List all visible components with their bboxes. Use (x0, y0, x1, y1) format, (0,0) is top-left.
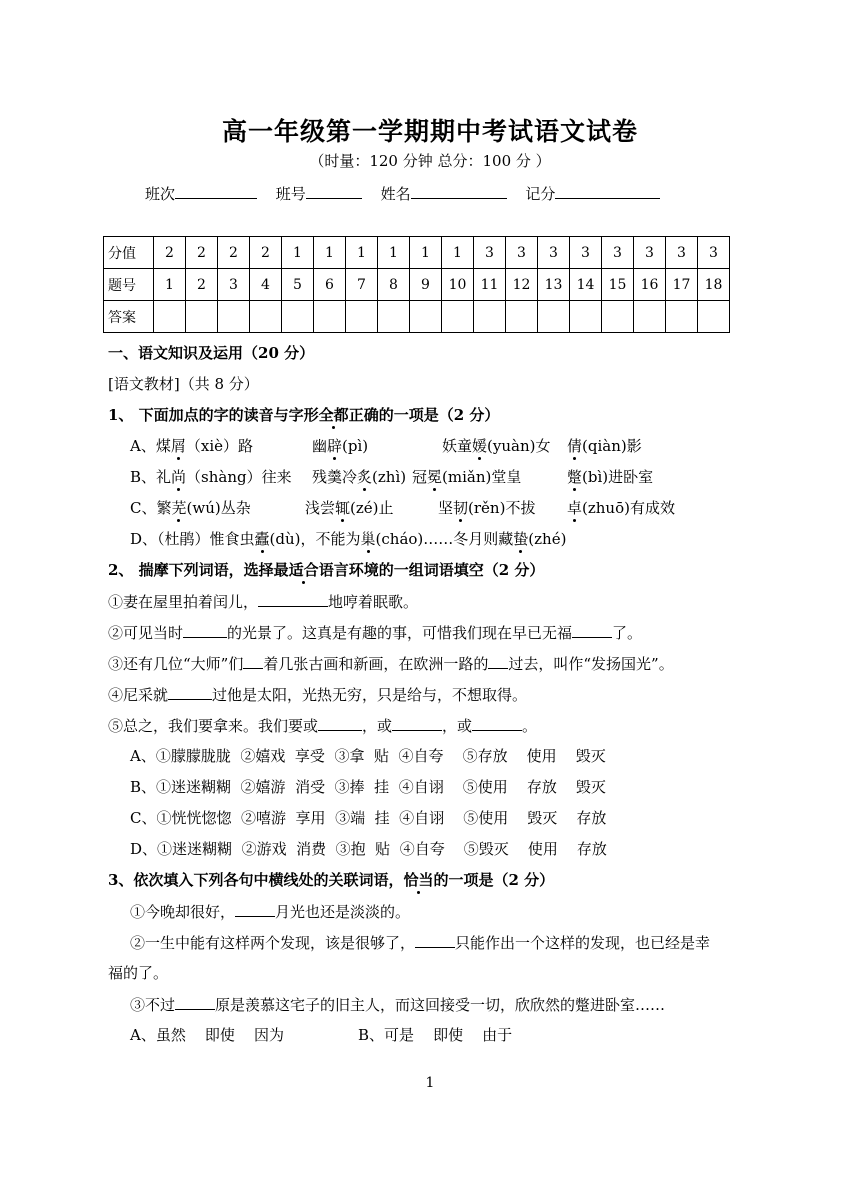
score-label: 记分 (525, 185, 556, 203)
fill-blank[interactable] (318, 715, 362, 731)
page-number: 1 (425, 1075, 435, 1091)
q2-option-a[interactable]: A、①朦朦胧胧 ②嬉戏 享受 ③拿 贴 ④自夸 ⑤存放 使用 毁灭 (130, 747, 606, 765)
q3-sentence-3: ③不过 原是羡慕这宅子的旧主人，而这回接受一切，欣欣然的蹩进卧室…… (130, 996, 666, 1014)
question-number-cell: 15 (602, 269, 634, 301)
score-value-cell: 1 (442, 237, 474, 269)
score-row (104, 237, 730, 269)
answer-cell[interactable] (346, 301, 378, 333)
number-label: 班号 (275, 185, 306, 203)
question-number-row (104, 269, 730, 301)
fill-blank[interactable] (258, 591, 328, 607)
class-blank[interactable] (175, 184, 257, 199)
question-number-cell: 18 (698, 269, 730, 301)
exam-subtitle: （时量：120 分钟 总分：100 分 ） (309, 152, 551, 170)
question-number-cell: 11 (474, 269, 506, 301)
q1-option-d[interactable]: D、（杜鹃）惟食虫蠹(dù)，不能为巢(cháo)……冬月则藏蛰(zhé) (130, 530, 567, 548)
score-value-cell: 3 (538, 237, 570, 269)
answer-row (104, 301, 730, 333)
answer-cell[interactable] (570, 301, 602, 333)
score-value-cell: 3 (698, 237, 730, 269)
question-number-cell: 13 (538, 269, 570, 301)
q2-option-b[interactable]: B、①迷迷糊糊 ②嬉游 消受 ③捧 挂 ④自诩 ⑤使用 存放 毁灭 (130, 778, 606, 796)
exam-title: 高一年级第一学期期中考试语文试卷 (221, 117, 638, 146)
material-heading: [语文教材]（共 8 分） (108, 375, 259, 393)
answer-cell[interactable] (250, 301, 282, 333)
score-value-cell: 1 (410, 237, 442, 269)
score-value-cell: 3 (602, 237, 634, 269)
q1-option-a[interactable]: A、煤屑（xiè）路 幽辟(pì) 妖童媛(yuàn)女 倩(qiàn)影 (130, 437, 642, 455)
question-number-cell: 6 (314, 269, 346, 301)
score-value-cell: 3 (634, 237, 666, 269)
score-value-cell: 3 (666, 237, 698, 269)
answer-cell[interactable] (634, 301, 666, 333)
row-label: 题号 (104, 269, 154, 301)
question-number-cell: 3 (218, 269, 250, 301)
answer-cell[interactable] (442, 301, 474, 333)
score-value-cell: 1 (314, 237, 346, 269)
score-value-cell: 2 (154, 237, 186, 269)
q2-sentence-1: ①妻在屋里拍着闰儿， 地哼着眠歌。 (108, 593, 419, 611)
fill-blank[interactable] (572, 622, 612, 638)
fill-blank[interactable] (243, 653, 263, 669)
question-number-cell: 9 (410, 269, 442, 301)
score-value-cell: 2 (218, 237, 250, 269)
answer-cell[interactable] (186, 301, 218, 333)
question-number-cell: 7 (346, 269, 378, 301)
answer-cell[interactable] (506, 301, 538, 333)
student-info-line (145, 183, 674, 204)
fill-blank[interactable] (183, 622, 227, 638)
answer-cell[interactable] (602, 301, 634, 333)
question-number-cell: 1 (154, 269, 186, 301)
q3-sentence-2: ②一生中能有这样两个发现，该是很够了， 只能作出一个这样的发现，也已经是幸 (130, 934, 711, 952)
score-value-cell: 1 (378, 237, 410, 269)
answer-cell[interactable] (218, 301, 250, 333)
q2-sentence-4: ④尼采就 过他是太阳，光热无穷，只是给与，不想取得。 (108, 686, 528, 704)
q2-option-c[interactable]: C、①恍恍惚惚 ②嘻游 享用 ③端 挂 ④自诩 ⑤使用 毁灭 存放 (130, 809, 607, 827)
question-number-cell: 4 (250, 269, 282, 301)
answer-cell[interactable] (154, 301, 186, 333)
answer-cell[interactable] (538, 301, 570, 333)
score-value-cell: 1 (346, 237, 378, 269)
q3-option-a[interactable]: A、虽然 即使 因为 (130, 1026, 284, 1044)
answer-cell[interactable] (666, 301, 698, 333)
row-label: 分值 (104, 237, 154, 269)
question-2-stem: 2、 揣摩下列词语，选择最适合语言环境的一组词语填空（2 分） (108, 561, 545, 579)
emphasis-text: 恰当 (403, 871, 434, 889)
answer-cell[interactable] (378, 301, 410, 333)
question-number-cell: 2 (186, 269, 218, 301)
fill-blank[interactable] (472, 715, 522, 731)
number-blank[interactable] (306, 184, 362, 199)
question-number-cell: 17 (666, 269, 698, 301)
question-3-stem: 3、依次填入下列各句中横线处的关联词语，恰当的一项是（2 分） (108, 871, 555, 889)
score-value-cell: 1 (282, 237, 314, 269)
answer-cell[interactable] (282, 301, 314, 333)
question-number-cell: 10 (442, 269, 474, 301)
fill-blank[interactable] (415, 932, 455, 948)
score-value-cell: 2 (250, 237, 282, 269)
class-label: 班次 (145, 185, 176, 203)
answer-cell[interactable] (474, 301, 506, 333)
score-value-cell: 3 (506, 237, 538, 269)
q1-option-b[interactable]: B、礼尚（shàng）往来 残羹冷炙(zhì) 冠冕(miǎn)堂皇 蹩(bì)进卧室 (130, 468, 654, 486)
answer-cell[interactable] (410, 301, 442, 333)
answer-cell[interactable] (314, 301, 346, 333)
q3-sentence-1: ①今晚却很好， 月光也还是淡淡的。 (130, 903, 411, 921)
emphasis-text: 适合 (288, 561, 319, 579)
score-value-cell: 2 (186, 237, 218, 269)
answer-cell[interactable] (698, 301, 730, 333)
question-number-cell: 14 (570, 269, 602, 301)
name-blank[interactable] (411, 184, 507, 199)
fill-blank[interactable] (488, 653, 508, 669)
emphasis-text: 全都 (318, 406, 349, 424)
q2-sentence-5: ⑤总之，我们要拿来。我们要或 ，或 ，或 。 (108, 717, 538, 735)
q1-option-c[interactable]: C、繁芜(wú)丛杂 浅尝辄(zé)止 坚韧(rěn)不拔 卓(zhuō)有成效 (130, 499, 675, 517)
row-label: 答案 (104, 301, 154, 333)
fill-blank[interactable] (168, 684, 212, 700)
score-table (103, 236, 730, 333)
score-value-cell: 3 (570, 237, 602, 269)
question-number-cell: 8 (378, 269, 410, 301)
q3-option-b[interactable]: B、可是 即使 由于 (358, 1026, 513, 1044)
question-number-cell: 16 (634, 269, 666, 301)
fill-blank[interactable] (235, 901, 275, 917)
question-number-cell: 5 (282, 269, 314, 301)
q2-option-d[interactable]: D、①迷迷糊糊 ②游戏 消费 ③抱 贴 ④自夸 ⑤毁灭 使用 存放 (130, 840, 607, 858)
q2-sentence-3: ③还有几位“大师”们 着几张古画和新画，在欧洲一路的 过去，叫作“发扬国光”。 (108, 655, 674, 673)
fill-blank[interactable] (392, 715, 442, 731)
score-blank[interactable] (555, 184, 660, 199)
question-1-stem: 1、 下面加点的字的读音与字形全都正确的一项是（2 分） (108, 406, 500, 424)
score-value-cell: 3 (474, 237, 506, 269)
q2-sentence-2: ②可见当时 的光景了。这真是有趣的事，可惜我们现在早已无福 了。 (108, 624, 643, 642)
name-label: 姓名 (380, 185, 411, 203)
section-heading: 一、语文知识及运用（20 分） (108, 344, 315, 362)
fill-blank[interactable] (175, 994, 215, 1010)
question-number-cell: 12 (506, 269, 538, 301)
q3-sentence-2-cont: 福的了。 (108, 964, 169, 982)
